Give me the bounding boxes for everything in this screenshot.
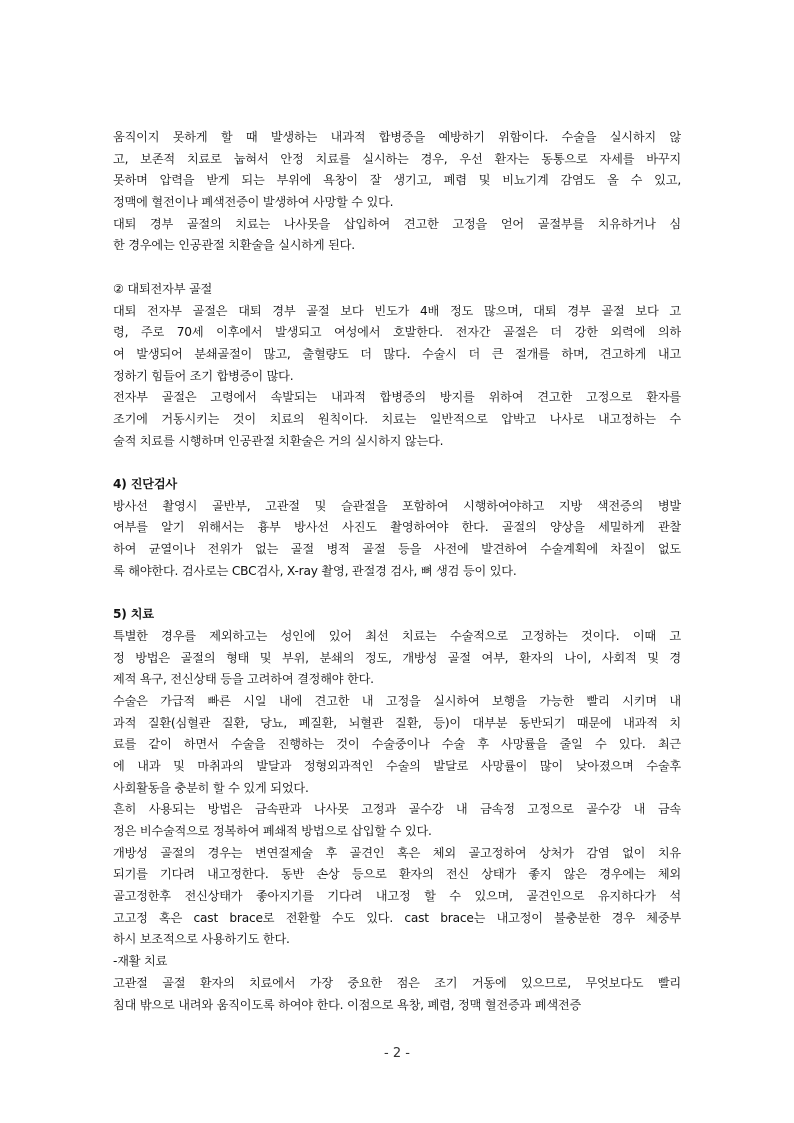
text-line: 방사선 촬영시 골반부, 고관절 및 슬관절을 포함하여 시행하여야하고 지방 색전증의 병발 bbox=[113, 498, 681, 513]
text-line: 술적 치료를 시행하며 인공관절 치환술은 거의 실시하지 않는다. bbox=[113, 433, 444, 448]
paragraph bbox=[113, 626, 681, 691]
paragraph bbox=[113, 301, 681, 388]
text-line: 되기를 기다려 내고정한다. 동반 손상 등으로 환자의 전신 상태가 좋지 않은 경우에는 체외 bbox=[113, 867, 681, 882]
paragraph bbox=[113, 691, 681, 799]
text-line: 골고정한후 전신상태가 좋아지기를 기다려 내고정 할 수 있으며, 골견인으로 유지하다가 석 bbox=[113, 889, 681, 904]
text-line: 하시 보조적으로 사용하기도 한다. bbox=[113, 932, 290, 947]
section-heading: 5) 치료 bbox=[113, 607, 154, 622]
paragraph bbox=[113, 843, 681, 951]
text-line: 제적 욕구, 전신상태 등을 고려하여 결정해야 한다. bbox=[113, 672, 374, 687]
blank-line bbox=[113, 257, 681, 279]
blank-line bbox=[113, 452, 681, 474]
page-number: - 2 - bbox=[384, 1046, 410, 1061]
text-line: 사회활동을 충분히 할 수 있게 되었다. bbox=[113, 780, 309, 795]
text-line: 에 내과 및 마취과의 발달과 정형외과적인 수술의 발달로 사망률이 많이 낮아졌으며 수술후 bbox=[113, 758, 681, 773]
text-line: 정 방법은 골절의 형태 및 부위, 분쇄의 정도, 개방성 골절 여부, 환자의 나이, 사회적 및 경 bbox=[113, 650, 681, 665]
text-line: -재활 치료 bbox=[113, 954, 168, 969]
text-line: 대퇴 전자부 골절은 대퇴 경부 골절 보다 빈도가 4배 정도 많으며, 대퇴 경부 골절 보다 고 bbox=[113, 303, 681, 318]
text-line: 개방성 골절의 경우는 변연절제술 후 골견인 혹은 체외 골고정하여 상처가 감염 없이 치유 bbox=[113, 845, 681, 860]
text-line: 고고정 혹은 cast brace로 전환할 수도 있다. cast brace는 내고정이 불충분한 경우 체중부 bbox=[113, 910, 681, 925]
section-heading: 4) 진단검사 bbox=[113, 477, 177, 491]
text-line: 령, 주로 70세 이후에서 발생되고 여성에서 호발한다. 전자간 골절은 더 강한 외력에 의하 bbox=[113, 325, 681, 340]
text-line: 특별한 경우를 제외하고는 성인에 있어 최선 치료는 수술적으로 고정하는 것이다. 이때 고 bbox=[113, 628, 681, 643]
paragraph bbox=[113, 387, 681, 452]
section-heading: ② 대퇴전자부 골절 bbox=[113, 281, 213, 296]
text-line: 대퇴 경부 골절의 치료는 나사못을 삽입하여 견고한 고정을 얻어 골절부를 치유하거나 심 bbox=[113, 216, 681, 231]
text-line: 흔히 사용되는 방법은 금속판과 나사못 고정과 골수강 내 금속정 고정으로 골수강 내 금속 bbox=[113, 802, 681, 817]
text-line: 료를 같이 하면서 수술을 진행하는 것이 수술중이나 수술 후 사망률을 줄일 수 있다. 최근 bbox=[113, 737, 681, 752]
body-text bbox=[113, 127, 681, 1016]
text-line: 고, 보존적 치료로 눕혀서 안정 치료를 실시하는 경우, 우선 환자는 동통으로 자세를 바꾸지 bbox=[113, 151, 681, 166]
paragraph bbox=[113, 127, 681, 214]
blank-line bbox=[113, 582, 681, 604]
paragraph bbox=[113, 496, 681, 583]
text-line: 수술은 가급적 빠른 시일 내에 견고한 내 고정을 실시하여 보행을 가능한 빨리 시키며 내 bbox=[113, 693, 681, 708]
text-line: 정맥에 혈전이나 폐색전증이 발생하여 사망할 수 있다. bbox=[113, 195, 394, 210]
text-line: 못하며 압력을 받게 되는 부위에 욕창이 잘 생기고, 폐렴 및 비뇨기계 감염도 올 수 있고, bbox=[113, 173, 681, 188]
text-line: 움직이지 못하게 할 때 발생하는 내과적 합병증을 예방하기 위함이다. 수술을 실시하지 않 bbox=[113, 130, 681, 144]
text-line: 조기에 거동시키는 것이 치료의 원칙이다. 치료는 일반적으로 압박고 나사로 내고정하는 수 bbox=[113, 411, 681, 426]
text-line: 록 해야한다. 검사로는 CBC검사, X-ray 촬영, 관절경 검사, 뼈 생검 등이 있다. bbox=[113, 563, 517, 578]
paragraph bbox=[113, 799, 681, 842]
text-line: 한 경우에는 인공관절 치환술을 실시하게 된다. bbox=[113, 238, 355, 253]
text-line: 과적 질환(심혈관 질환, 당뇨, 폐질환, 뇌혈관 질환, 등)이 대부분 동반되기 때문에 내과적 치 bbox=[113, 715, 681, 730]
text-line: 여부를 알기 위해서는 흉부 방사선 사진도 촬영하여야 한다. 골절의 양상을 세밀하게 관찰 bbox=[113, 520, 681, 535]
text-line: 여 발생되어 분쇄골절이 많고, 출혈량도 더 많다. 수술시 더 큰 절개를 하며, 견고하게 내고 bbox=[113, 346, 681, 361]
text-line: 침대 밖으로 내려와 움직이도록 하여야 한다. 이점으로 욕창, 폐렴, 정맥 혈전증과 폐색전증 bbox=[113, 997, 582, 1012]
paragraph bbox=[113, 214, 681, 257]
text-line: 고관절 골절 환자의 치료에서 가장 중요한 점은 조기 거동에 있으므로, 무엇보다도 빨리 bbox=[113, 975, 681, 990]
text-line: 전자부 골절은 고령에서 속발되는 내과적 합병증의 방지를 위하여 견고한 고정으로 환자를 bbox=[113, 390, 681, 405]
paragraph bbox=[113, 951, 681, 973]
paragraph bbox=[113, 973, 681, 1016]
text-line: 정하기 힘들어 조기 합병증이 많다. bbox=[113, 368, 294, 383]
text-line: 정은 비수술적으로 정복하여 폐쇄적 방법으로 삽입할 수 있다. bbox=[113, 824, 432, 838]
text-line: 하여 균열이나 전위가 없는 골절 병적 골절 등을 사전에 발견하여 수술계획에 차질이 없도 bbox=[113, 542, 681, 557]
